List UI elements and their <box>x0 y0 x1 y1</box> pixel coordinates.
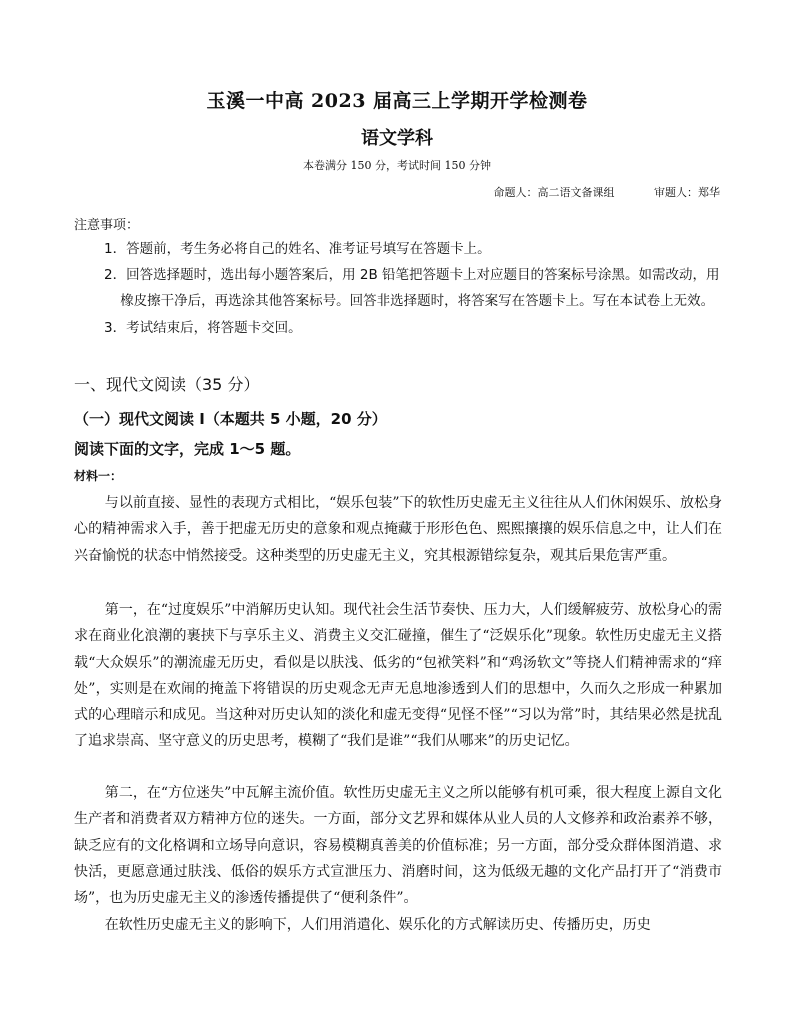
authors-line <box>458 184 721 200</box>
reviewer: 审题人：郑华 <box>654 186 720 199</box>
paragraph: 第二，在“方位迷失”中瓦解主流价值。软性历史虚无主义之所以能够有机可乘，很大程度上源自文化生产者和消费者双方精神方位的迷失。一方面，部分文艺界和媒体从业人员的人文修养和政治素养不够，缺乏应有的文化格调和立场导向意识，容易模糊真善美的价值标准；另一方面，部分受众群体图消遣、求快活，更愿意通过肤浅、低俗的娱乐方式宣泄压力、消磨时间，这为低级无趣的文化产品打开了“消费市场”，也为历史虚无主义的渗透传播提供了“便利条件”。 <box>74 785 722 907</box>
exam-title: 玉溪一中高 2023 届高三上学期开学检测卷 <box>206 90 588 112</box>
material-label: 材料一： <box>74 469 123 483</box>
notice-item <box>104 262 724 314</box>
notice-heading: 注意事项： <box>74 218 140 233</box>
setter: 命题人：高二语文备课组 <box>493 186 615 199</box>
notice-item-text: 2．回答选择题时，选出每小题答案后，用 2B 铅笔把答题卡上对应题目的答案标号涂黑。如需改动，用橡皮擦干净后，再选涂其他答案标号。回答非选择题时，将答案写在答题卡上。写在本试卷上无效。 <box>104 267 720 309</box>
notice-item: 1．答题前，考生务必将自己的姓名、准考证号填写在答题卡上。 <box>104 241 491 257</box>
score-info: 本卷满分 150 分，考试时间 150 分钟 <box>303 159 491 172</box>
subject-title: 语文学科 <box>361 128 433 149</box>
section-heading: 一、现代文阅读（35 分） <box>74 375 260 394</box>
reading-instruction: 阅读下面的文字，完成 1～5 题。 <box>74 440 301 458</box>
subsection-heading: （一）现代文阅读 I（本题共 5 小题，20 分） <box>74 410 387 428</box>
paragraph: 在软性历史虚无主义的影响下，人们用消遣化、娱乐化的方式解读历史、传播历史，历史 <box>104 917 651 933</box>
paragraph: 第一，在“过度娱乐”中消解历史认知。现代社会生活节奏快、压力大，人们缓解疲劳、放松身心的需求在商业化浪潮的裹挟下与享乐主义、消费主义交汇碰撞，催生了“泛娱乐化”现象。软性历史虚无主义搭载“大众娱乐”的潮流虚无历史，看似是以肤浅、低劣的“包袱笑料”和“鸡汤软文”等挠人们精神需求的“痒处”，实则是在欢闹的掩盖下将错误的历史观念无声无息地渗透到人们的思想中，久而久之形成一种累加式的心理暗示和成见。当这种对历史认知的淡化和虚无变得“见怪不怪”“习以为常”时，其结果必然是扰乱了追求崇高、坚守意义的历史思考，模糊了“我们是谁”“我们从哪来”的历史记忆。 <box>74 602 722 750</box>
notice-item: 3．考试结束后，将答题卡交回。 <box>104 320 302 336</box>
paragraph: 与以前直接、显性的表现方式相比，“娱乐包装”下的软性历史虚无主义往往从人们休闲娱乐、放松身心的精神需求入手，善于把虚无历史的意象和观点掩藏于形形色色、熙熙攘攘的娱乐信息之中，让人们在兴奋愉悦的状态中悄然接受。这种类型的历史虚无主义，究其根源错综复杂，观其后果危害严重。 <box>74 495 722 564</box>
